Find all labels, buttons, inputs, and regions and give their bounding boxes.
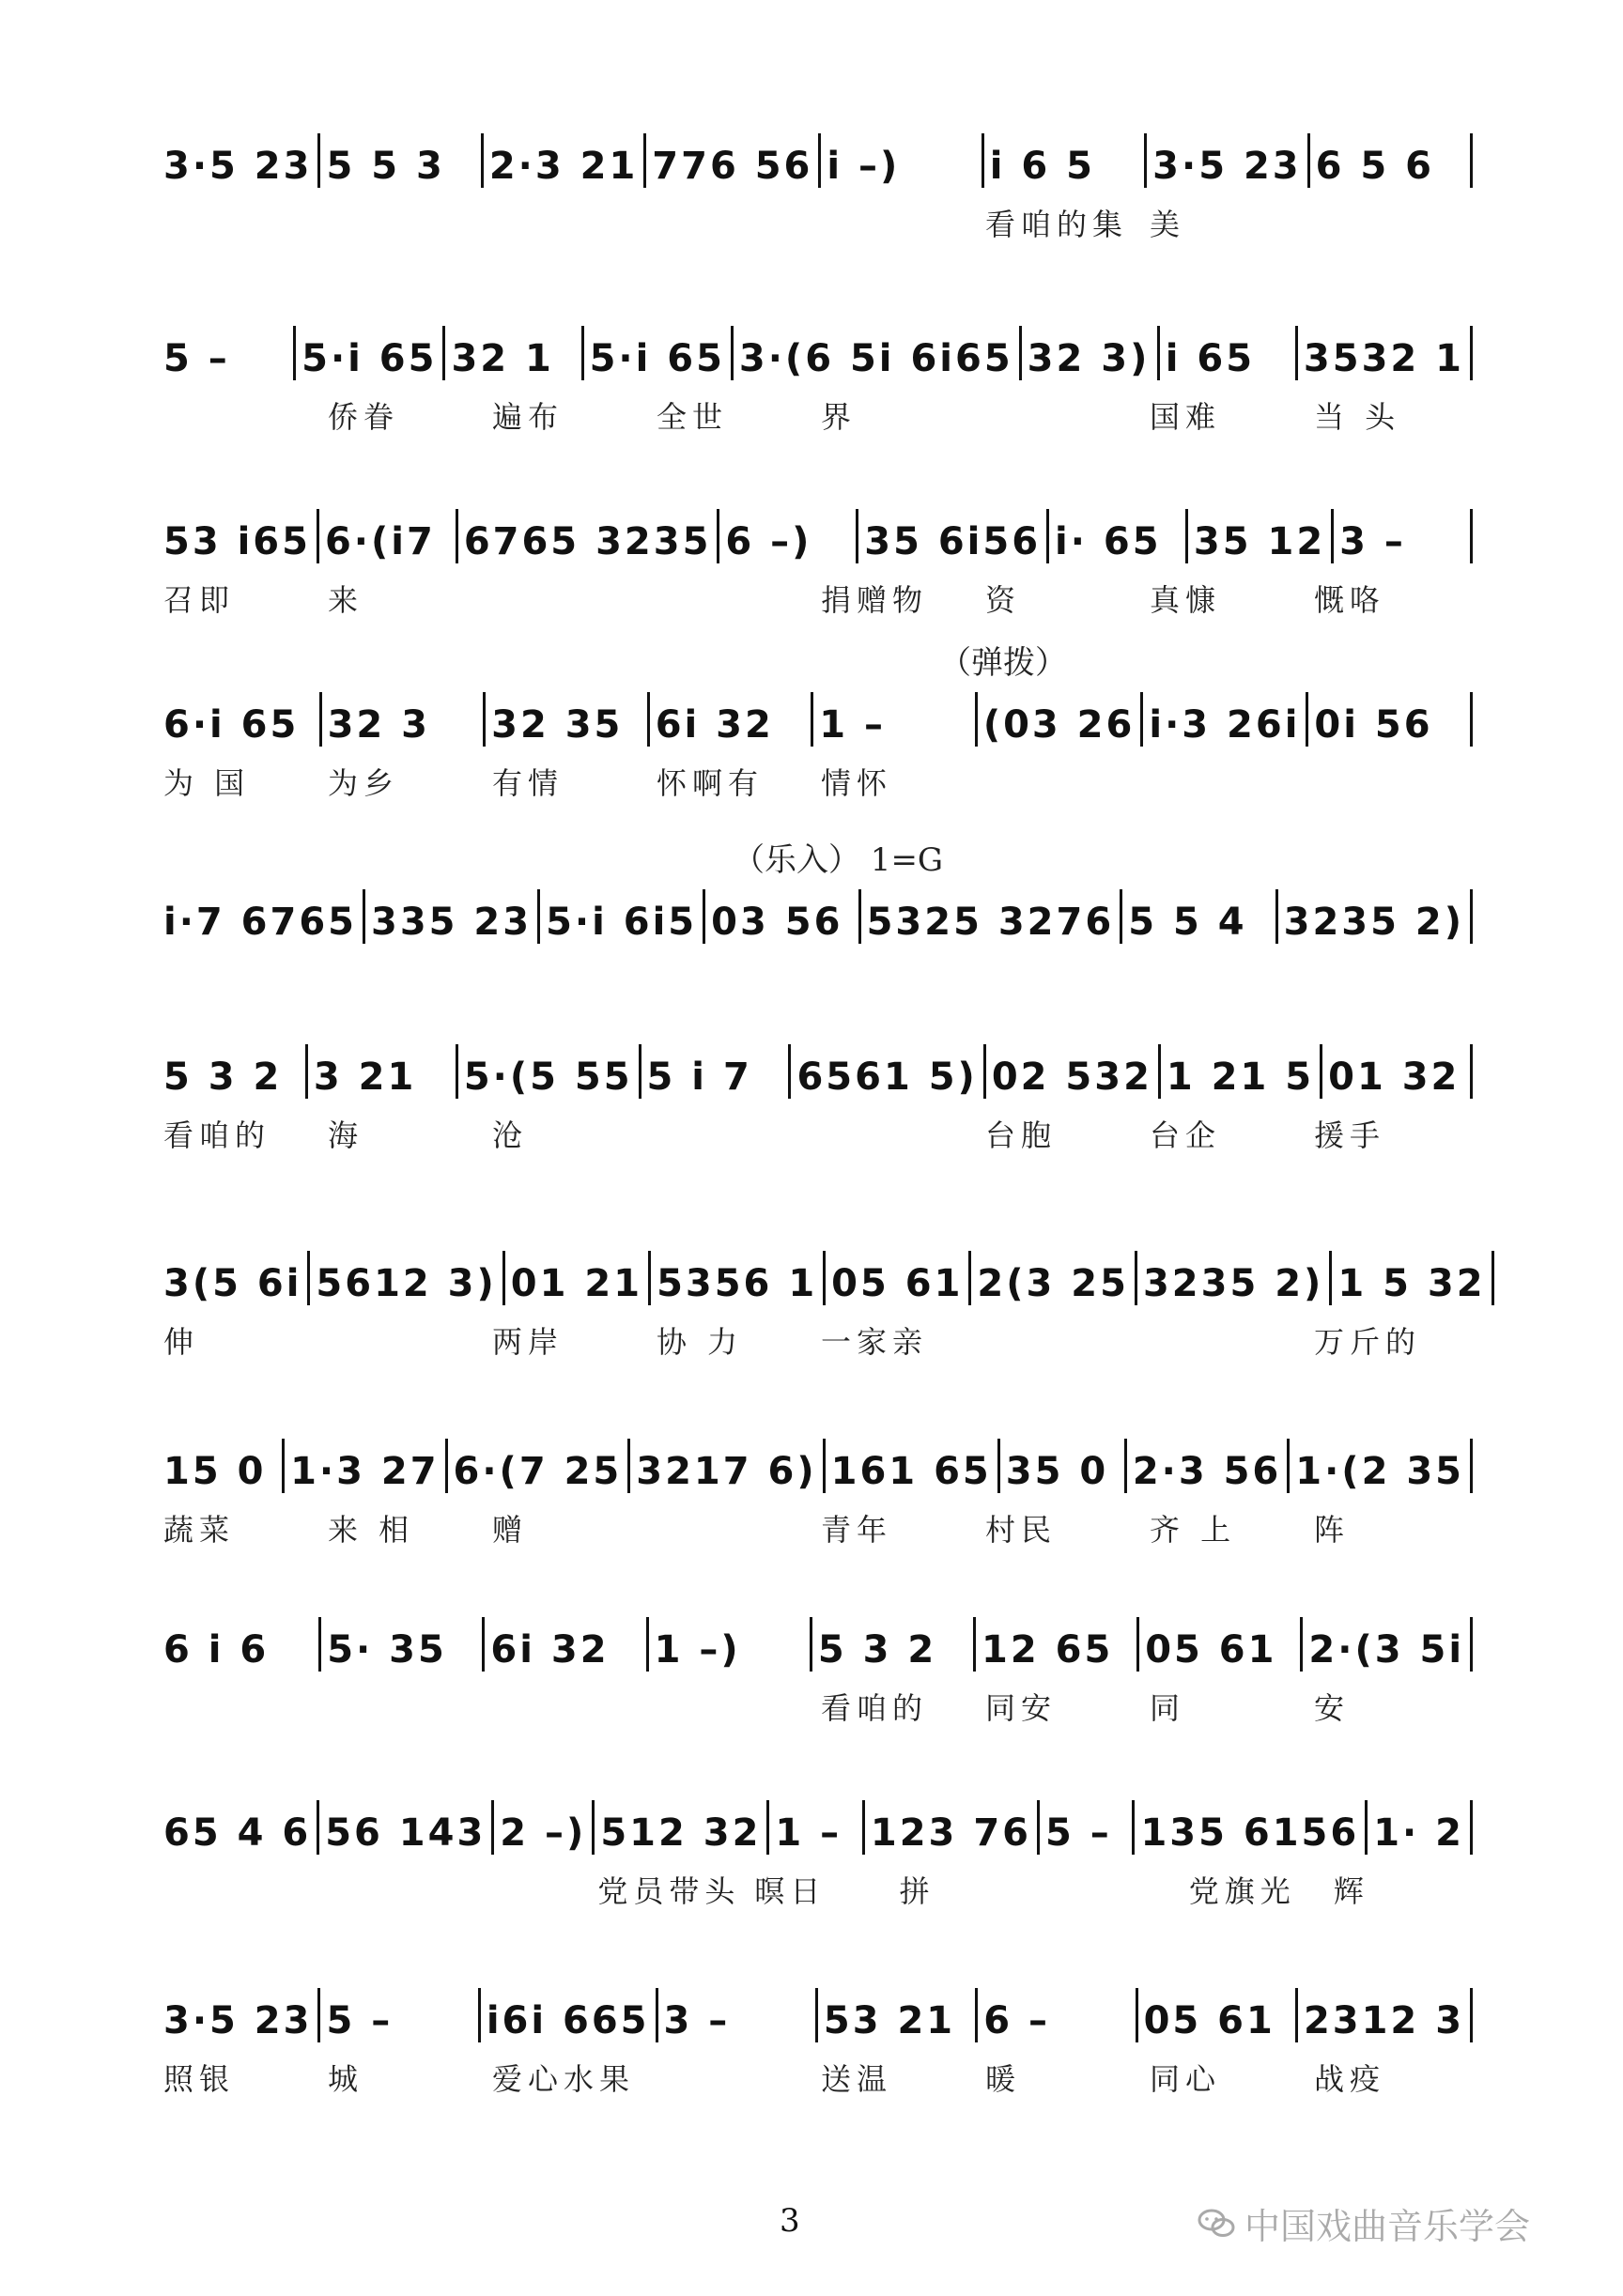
lyric-text: 同 <box>1150 1690 1186 1726</box>
lyric-text: 为 国 <box>163 765 251 801</box>
lyric-text: 村民 <box>985 1512 1058 1548</box>
measure: 1 – <box>775 1811 842 1855</box>
notation-row <box>158 1798 1473 1855</box>
score-system <box>158 324 1473 435</box>
measure: 3·5 23 <box>163 145 313 188</box>
lyric-text <box>1039 1868 1181 1905</box>
lyrics-row <box>158 1112 1473 1153</box>
measure: 5 5 4 <box>1128 901 1247 944</box>
lyric-text: 美 <box>1150 207 1186 242</box>
measure: 135 6156 <box>1140 1811 1360 1855</box>
watermark-text: 中国戏曲音乐学会 <box>1244 2206 1531 2247</box>
lyric-text: 拼 <box>899 1873 935 1909</box>
measure: 5 3 2 <box>817 1628 937 1672</box>
barline <box>1470 1044 1473 1099</box>
measure: 5356 1 <box>657 1262 818 1305</box>
lyric-text: 同心 <box>1150 2061 1222 2097</box>
lyrics-row <box>158 1868 1473 1909</box>
lyric-text: 照银 <box>163 2061 236 2097</box>
measure: 3235 2) <box>1283 901 1465 944</box>
lyrics-row <box>158 1506 1473 1548</box>
lyric-text: 看咱的集 <box>985 207 1129 242</box>
watermark <box>1198 2197 1530 2249</box>
measure: 2·3 56 <box>1132 1450 1282 1493</box>
measure: 32 3) <box>1027 337 1151 380</box>
lyric-text <box>158 1868 300 1905</box>
lyric-text: 同安 <box>985 1690 1058 1726</box>
measure: 3217 6) <box>636 1450 817 1493</box>
measure: i· 65 <box>1055 520 1162 563</box>
lyric-text: 遍布 <box>492 399 564 435</box>
measure: 35 0 <box>1005 1450 1109 1493</box>
measure: 03 56 <box>711 901 843 944</box>
lyric-text: 侨眷 <box>328 399 400 435</box>
lyric-text: 情怀 <box>821 765 893 801</box>
lyric-text: 为乡 <box>328 765 400 801</box>
lyric-text <box>1144 760 1306 797</box>
lyric-text: 暖 <box>985 2061 1022 2097</box>
measure: 6765 3235 <box>463 520 712 563</box>
measure: 05 61 <box>1145 1628 1277 1672</box>
measure: 35 12 <box>1193 520 1326 563</box>
lyric-text: 台企 <box>1150 1117 1222 1153</box>
lyric-text <box>651 1685 812 1722</box>
measure: 5·i 6i5 <box>546 901 698 944</box>
lyric-text: 暝日 <box>754 1873 827 1909</box>
lyric-text: 万斤的 <box>1314 1324 1422 1360</box>
measure: 32 1 <box>451 337 554 380</box>
measure: (03 26 <box>982 703 1136 747</box>
score-system <box>158 887 1473 994</box>
measure: 65 4 6 <box>163 1811 312 1855</box>
measure: 5 – <box>326 1999 394 2042</box>
measure: i·3 26i <box>1149 703 1301 747</box>
notation-row <box>158 887 1473 944</box>
measure: 3 – <box>663 1999 731 2042</box>
measure: 6i 32 <box>655 703 774 747</box>
lyric-text: 送温 <box>821 2061 893 2097</box>
lyric-text: 台胞 <box>985 1117 1058 1153</box>
lyrics-row <box>158 201 1473 242</box>
lyric-text <box>158 1685 319 1722</box>
score-system <box>158 507 1473 618</box>
measure: 161 65 <box>830 1450 992 1493</box>
measure: 6 – <box>983 1999 1050 2042</box>
lyric-text: 真慷 <box>1150 582 1222 618</box>
notation-row <box>158 507 1473 563</box>
lyric-text <box>1144 1318 1306 1356</box>
measure: 3·5 23 <box>1152 145 1302 188</box>
lyric-text <box>980 393 1141 431</box>
barline <box>1470 1617 1473 1672</box>
notation-row <box>158 131 1473 188</box>
measure: 335 23 <box>371 901 533 944</box>
lyric-text: 海 <box>328 1117 364 1153</box>
measure: 53 i65 <box>163 520 311 563</box>
lyric-text <box>651 1506 812 1544</box>
lyric-text: 界 <box>821 399 858 435</box>
measure: i6i 665 <box>486 1999 650 2042</box>
measure: 53 21 <box>823 1999 956 2042</box>
lyric-text: 青年 <box>821 1512 893 1548</box>
measure: 1· 2 <box>1373 1811 1464 1855</box>
lyric-text: 当 头 <box>1314 399 1401 435</box>
measure: 6 5 6 <box>1315 145 1434 188</box>
measure: 02 532 <box>991 1056 1152 1099</box>
measure: 3(5 6i <box>163 1262 302 1305</box>
lyric-text: 来 相 <box>328 1512 415 1548</box>
lyric-text <box>1308 201 1470 239</box>
measure: 1 –) <box>654 1628 741 1672</box>
notation-row <box>158 324 1473 380</box>
measure: 2 –) <box>500 1811 587 1855</box>
lyric-text: 辉 <box>1333 1873 1369 1909</box>
lyrics-row <box>158 1318 1473 1360</box>
score-system <box>158 131 1473 242</box>
lyric-text <box>487 577 648 614</box>
barline <box>1492 1251 1494 1305</box>
lyric-text: 城 <box>328 2061 364 2097</box>
lyric-text <box>980 760 1141 797</box>
barline <box>1470 509 1473 563</box>
lyric-text <box>909 957 1094 994</box>
measure: 01 32 <box>1328 1056 1461 1099</box>
lyric-text: 全世 <box>657 399 729 435</box>
lyric-text: 阵 <box>1314 1512 1351 1548</box>
measure: 12 65 <box>982 1628 1114 1672</box>
notation-row <box>158 1249 1486 1305</box>
measure: 3·(6 5i 6i65 <box>738 337 1013 380</box>
music-in-marking: （乐入） 1=G <box>733 841 944 879</box>
measure: 6 –) <box>725 520 812 563</box>
score-system <box>158 1798 1473 1909</box>
measure: 5· 35 <box>327 1628 447 1672</box>
measure: 05 61 <box>831 1262 964 1305</box>
measure: 6561 5) <box>796 1056 978 1099</box>
lyric-text: 党员带头 <box>597 1873 741 1909</box>
lyric-text: 怀啊有 <box>657 765 765 801</box>
lyric-text <box>487 1685 648 1722</box>
lyric-text: 党旗光 <box>1188 1873 1296 1909</box>
lyric-text <box>158 957 343 994</box>
measure: 1·3 27 <box>290 1450 440 1493</box>
measure: 1 5 32 <box>1337 1262 1486 1305</box>
measure: 0i 56 <box>1314 703 1433 747</box>
lyric-text <box>651 1112 812 1149</box>
barline <box>1470 326 1473 380</box>
measure: 512 32 <box>600 1811 762 1855</box>
measure: 5·i 65 <box>301 337 438 380</box>
lyric-text <box>322 1685 484 1722</box>
lyric-text: 伸 <box>163 1324 200 1360</box>
notation-row <box>158 1437 1473 1493</box>
measure: 5 3 2 <box>163 1056 283 1099</box>
measure: 776 56 <box>652 145 813 188</box>
measure: 3532 1 <box>1303 337 1464 380</box>
lyric-text: 一家亲 <box>821 1324 929 1360</box>
barline <box>1470 889 1473 944</box>
lyrics-row <box>158 393 1473 435</box>
lyric-text: 慨咯 <box>1314 582 1386 618</box>
measure: 6·(7 25 <box>453 1450 623 1493</box>
lyric-text: 赠 <box>492 1512 529 1548</box>
lyrics-row <box>158 957 1473 994</box>
lyric-text: 看咱的 <box>821 1690 929 1726</box>
lyric-text: 爱心水果 <box>492 2061 636 2097</box>
lyrics-row <box>158 1685 1473 1726</box>
measure: 5 i 7 <box>646 1056 752 1099</box>
lyric-text: 国难 <box>1150 399 1222 435</box>
barline <box>1470 1988 1473 2042</box>
score-system <box>158 1042 1473 1153</box>
lyric-text: 来 <box>328 582 364 618</box>
measure: 5325 3276 <box>866 901 1115 944</box>
notation-row <box>158 1615 1473 1672</box>
measure: 5 – <box>1044 1811 1112 1855</box>
score-system <box>158 690 1473 801</box>
measure: 123 76 <box>870 1811 1031 1855</box>
lyric-text: 资 <box>985 582 1022 618</box>
measure: 2(3 25 <box>977 1262 1129 1305</box>
measure: 1 21 5 <box>1166 1056 1315 1099</box>
measure: 5·i 65 <box>589 337 725 380</box>
wechat-icon <box>1198 2208 1235 2240</box>
measure: 6 i 6 <box>163 1628 270 1672</box>
lyrics-row <box>158 2056 1473 2097</box>
measure: 3 – <box>1339 520 1406 563</box>
barline <box>1470 692 1473 747</box>
score-system <box>158 1437 1473 1548</box>
lyric-text: 捐赠物 <box>821 582 929 618</box>
lyric-text <box>158 201 319 239</box>
measure: i 6 5 <box>989 145 1096 188</box>
measure: i –) <box>827 145 901 188</box>
lyric-text: 两岸 <box>492 1324 564 1360</box>
measure: 3 21 <box>313 1056 417 1099</box>
score-system <box>158 1986 1473 2097</box>
measure: 35 6i56 <box>864 520 1042 563</box>
lyric-text: 蔬菜 <box>163 1512 236 1548</box>
lyric-text: 看咱的 <box>163 1117 271 1153</box>
measure: 3·5 23 <box>163 1999 313 2042</box>
measure: 01 21 <box>510 1262 643 1305</box>
measure: i 65 <box>1165 337 1256 380</box>
barline <box>1470 1439 1473 1493</box>
lyric-text: 齐 上 <box>1150 1512 1237 1548</box>
measure: 5·(5 55 <box>463 1056 633 1099</box>
measure: 05 61 <box>1143 1999 1275 2042</box>
measure: 5 – <box>163 337 230 380</box>
lyric-text <box>322 1318 484 1356</box>
measure: 2312 3 <box>1303 1999 1465 2042</box>
lyrics-row <box>158 760 1473 801</box>
measure: 15 0 <box>163 1450 267 1493</box>
lyric-text <box>1285 957 1470 994</box>
lyric-text <box>346 957 531 994</box>
measure: 1·(2 35 <box>1295 1450 1464 1493</box>
lyric-text <box>158 393 319 431</box>
lyric-text <box>815 201 977 239</box>
lyric-text <box>487 201 648 239</box>
measure: 2·(3 5i <box>1308 1628 1465 1672</box>
measure: 3235 2) <box>1142 1262 1324 1305</box>
measure: 6·i 65 <box>163 703 300 747</box>
measure: 56 143 <box>325 1811 487 1855</box>
lyric-text: 有情 <box>492 765 564 801</box>
measure: 6i 32 <box>490 1628 610 1672</box>
notation-row <box>158 1986 1473 2042</box>
lyric-text <box>651 201 812 239</box>
lyric-text <box>651 2056 812 2093</box>
measure: 32 35 <box>491 703 624 747</box>
lyric-text <box>447 1868 589 1905</box>
lyric-text <box>1308 760 1470 797</box>
notation-row <box>158 690 1473 747</box>
measure: 2·3 21 <box>488 145 639 188</box>
score-system <box>158 1615 1473 1726</box>
measure: 5612 3) <box>316 1262 497 1305</box>
lyric-text <box>322 201 484 239</box>
pluck-marking: （弹拨） <box>939 644 1067 682</box>
lyric-text <box>302 1868 444 1905</box>
lyric-text: 援手 <box>1314 1117 1386 1153</box>
lyric-text <box>1097 957 1282 994</box>
lyrics-row <box>158 577 1473 618</box>
barline <box>1470 1800 1473 1855</box>
measure: 1 – <box>819 703 887 747</box>
lyric-text: 战疫 <box>1314 2061 1386 2097</box>
lyric-text <box>815 1112 977 1149</box>
notation-row <box>158 1042 1473 1099</box>
score-system <box>158 1249 1486 1360</box>
lyric-text <box>721 957 906 994</box>
lyric-text: 召即 <box>163 582 236 618</box>
measure: i·7 6765 <box>163 901 357 944</box>
barline <box>1470 133 1473 188</box>
page-number: 3 <box>780 2202 800 2240</box>
lyric-text: 沧 <box>492 1117 529 1153</box>
lyric-text: 协 力 <box>657 1324 744 1360</box>
measure: 5 5 3 <box>326 145 445 188</box>
lyric-text: 安 <box>1314 1690 1351 1726</box>
measure: 6·(i7 <box>324 520 436 563</box>
lyric-text <box>980 1318 1141 1356</box>
lyric-text <box>533 957 719 994</box>
lyric-text <box>651 577 812 614</box>
measure: 32 3 <box>327 703 430 747</box>
